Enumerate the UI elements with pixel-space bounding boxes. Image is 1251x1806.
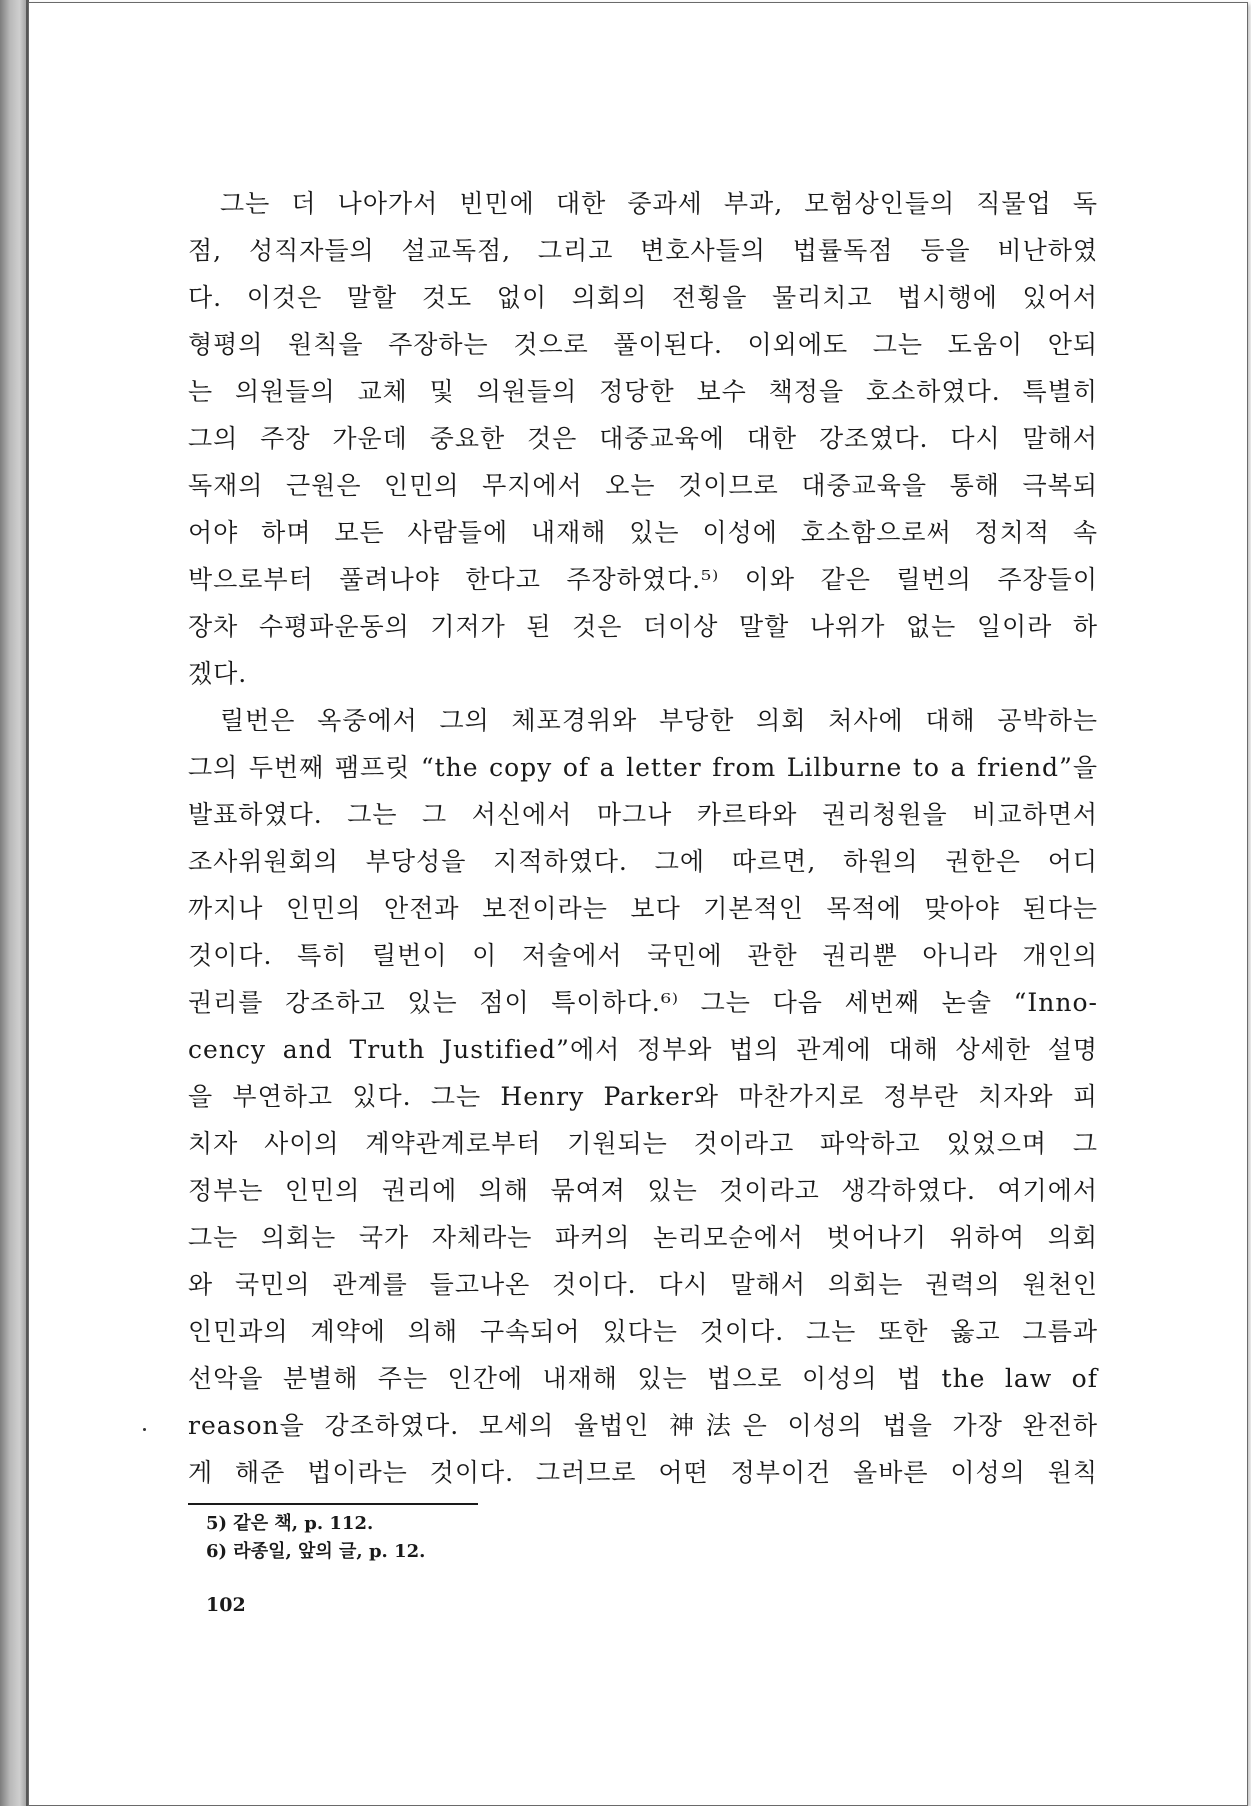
text-line: reason을 강조하였다. 모세의 율법인 神法은 이성의 법을 가장 완전하 (188, 1411, 1098, 1440)
footnote: 6) 라종일, 앞의 글, p. 12. (206, 1541, 426, 1562)
print-speck (143, 1428, 146, 1431)
text-line: 그는 의회는 국가 자체라는 파커의 논리모순에서 벗어나기 위하여 의회 (188, 1223, 1098, 1252)
text-line: 박으로부터 풀려나야 한다고 주장하였다.⁵⁾ 이와 같은 릴번의 주장들이 (188, 565, 1098, 594)
footnote-rule (188, 1503, 478, 1505)
book-spine (0, 0, 28, 1806)
text-line: 것이다. 특히 릴번이 이 저술에서 국민에 관한 권리뿐 아니라 개인의 (188, 941, 1098, 970)
text-line: 릴번은 옥중에서 그의 체포경위와 부당한 의회 처사에 대해 공박하는 (220, 706, 1098, 735)
text-line: 조사위원회의 부당성을 지적하였다. 그에 따르면, 하원의 권한은 어디 (188, 847, 1098, 876)
text-line: 어야 하며 모든 사람들에 내재해 있는 이성에 호소함으로써 정치적 속 (188, 518, 1098, 547)
footnotes (206, 1510, 425, 1566)
text-line: 와 국민의 관계를 들고나온 것이다. 다시 말해서 의회는 권력의 원천인 (188, 1270, 1098, 1299)
text-line: 을 부연하고 있다. 그는 Henry Parker와 마찬가지로 정부란 치자와 피 (188, 1082, 1098, 1111)
text-line: 인민과의 계약에 의해 구속되어 있다는 것이다. 그는 또한 옳고 그름과 (188, 1317, 1098, 1346)
footnote: 5) 같은 책, p. 112. (206, 1513, 374, 1534)
text-line: 겠다. (188, 659, 248, 688)
text-line: 그의 주장 가운데 중요한 것은 대중교육에 대한 강조였다. 다시 말해서 (188, 424, 1098, 453)
text-line: 그는 더 나아가서 빈민에 대한 중과세 부과, 모험상인들의 직물업 독 (220, 189, 1098, 218)
text-line: 형평의 원칙을 주장하는 것으로 풀이된다. 이외에도 그는 도움이 안되 (188, 330, 1098, 359)
text-line: 다. 이것은 말할 것도 없이 의회의 전횡을 물리치고 법시행에 있어서 (188, 283, 1098, 312)
text-line: 는 의원들의 교체 및 의원들의 정당한 보수 책정을 호소하였다. 특별히 (188, 377, 1098, 406)
text-line: 게 해준 법이라는 것이다. 그러므로 어떤 정부이건 올바른 이성의 원칙 (188, 1458, 1098, 1487)
text-line: 까지나 인민의 안전과 보전이라는 보다 기본적인 목적에 맞아야 된다는 (188, 894, 1098, 923)
text-line: 그의 두번째 팸프릿 “the copy of a letter from Lilburne to a friend”을 (188, 753, 1098, 782)
text-line: 정부는 인민의 권리에 의해 묶여져 있는 것이라고 생각하였다. 여기에서 (188, 1176, 1098, 1205)
text-line: 발표하였다. 그는 그 서신에서 마그나 카르타와 권리청원을 비교하면서 (188, 800, 1098, 829)
page-number: 102 (206, 1594, 246, 1616)
text-line: 장차 수평파운동의 기저가 된 것은 더이상 말할 나위가 없는 일이라 하 (188, 612, 1098, 641)
text-line: 점, 성직자들의 설교독점, 그리고 변호사들의 법률독점 등을 비난하였 (188, 236, 1098, 265)
text-line: 선악을 분별해 주는 인간에 내재해 있는 법으로 이성의 법 the law of (188, 1364, 1098, 1393)
text-line: 치자 사이의 계약관계로부터 기원되는 것이라고 파악하고 있었으며 그 (188, 1129, 1098, 1158)
body-text (188, 180, 1098, 1496)
text-line: 독재의 근원은 인민의 무지에서 오는 것이므로 대중교육을 통해 극복되 (188, 471, 1098, 500)
text-line: 권리를 강조하고 있는 점이 특이하다.⁶⁾ 그는 다음 세번째 논술 “Inno- (188, 988, 1098, 1017)
text-line: cency and Truth Justified”에서 정부와 법의 관계에 대해 상세한 설명 (188, 1035, 1098, 1064)
